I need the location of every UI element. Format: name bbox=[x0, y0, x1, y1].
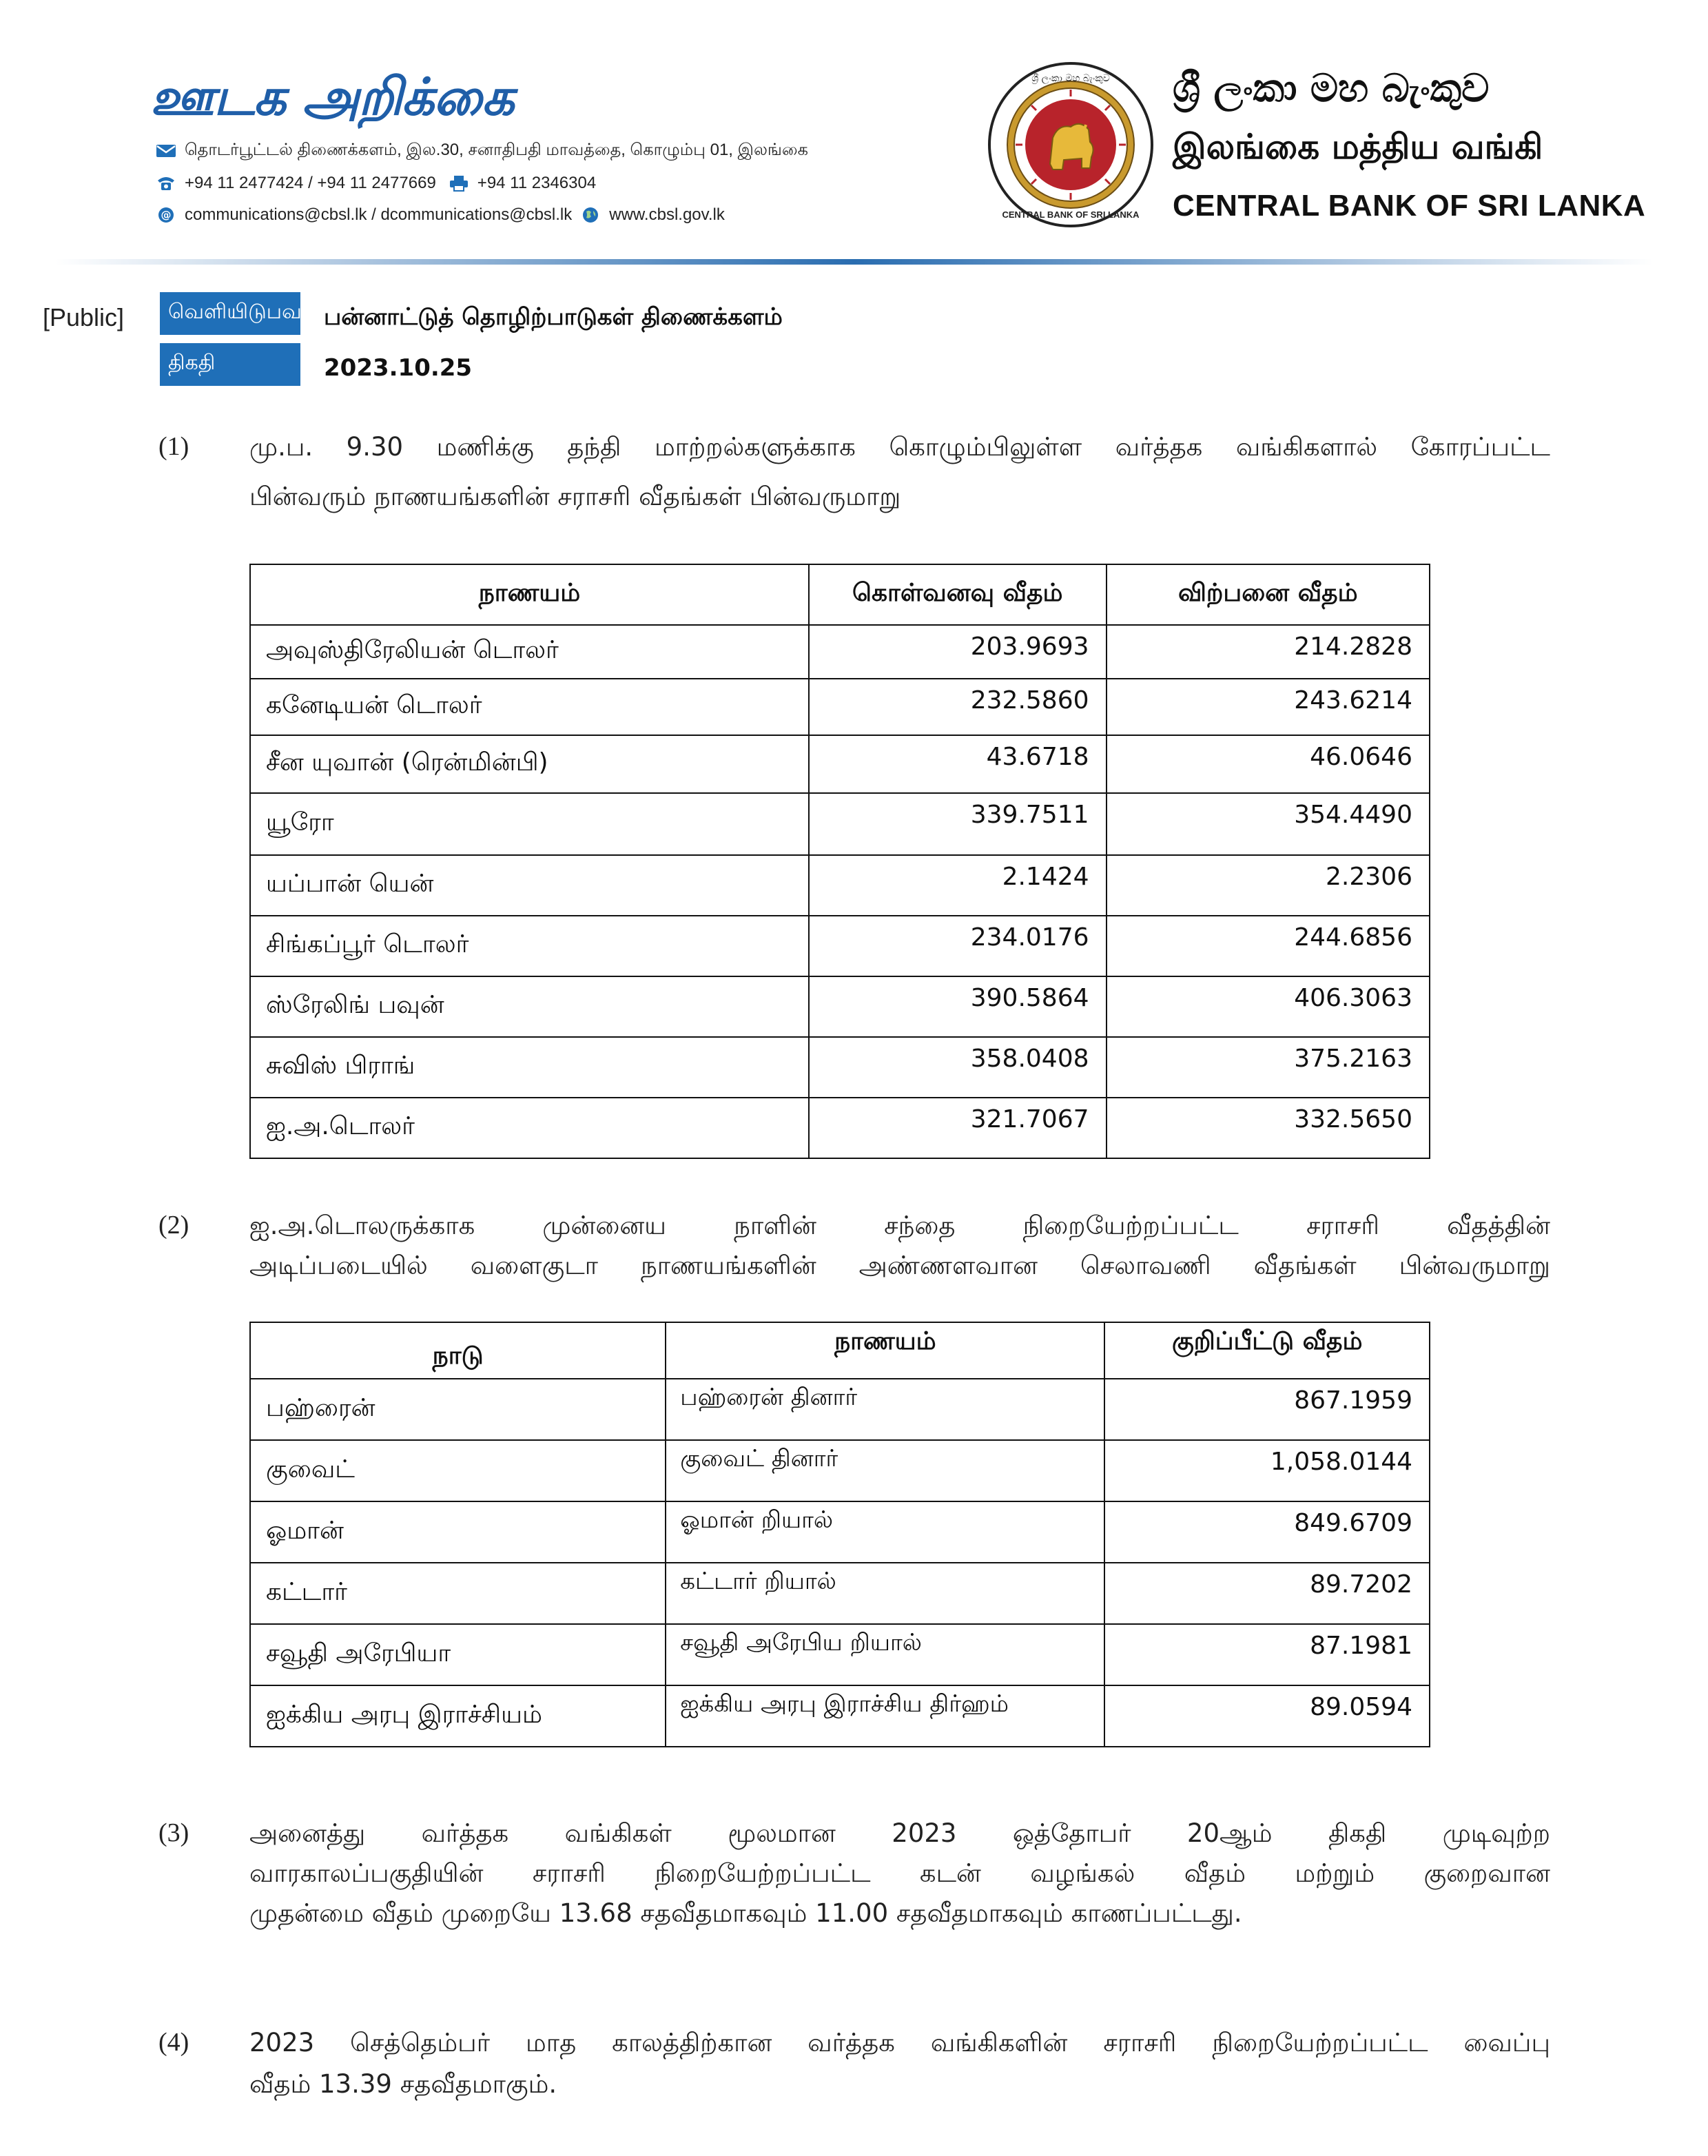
buying-rate: 2.1424 bbox=[809, 855, 1107, 916]
table-row bbox=[250, 625, 1430, 679]
selling-rate: 214.2828 bbox=[1107, 625, 1430, 679]
table-row bbox=[250, 1098, 1430, 1158]
column-header: குறிப்பீட்டு வீதம் bbox=[1104, 1322, 1430, 1379]
country-name: ஓமான் bbox=[250, 1501, 666, 1563]
table-row bbox=[250, 976, 1430, 1037]
country-name: குவைட் bbox=[250, 1440, 666, 1501]
currency-name: அவுஸ்திரேலியன் டொலர் bbox=[250, 625, 809, 679]
section-2-line-1: ஐ.அ.டொலருக்காக முன்னைய நாளின் சந்தை நிறையேற்றப்பட்ட சராசரி வீதத்தின் bbox=[249, 1211, 1550, 1240]
section-1-number: (1) bbox=[158, 432, 189, 461]
fax-icon bbox=[449, 175, 469, 192]
indicative-rate: 87.1981 bbox=[1104, 1624, 1430, 1685]
section-2-number: (2) bbox=[158, 1211, 189, 1240]
media-release-title: ஊடக அறிக்கை bbox=[150, 68, 514, 127]
buying-rate: 234.0176 bbox=[809, 916, 1107, 976]
bank-name-tamil: இலங்கை மத்திய வங்கி bbox=[1173, 127, 1543, 167]
section-3-line-3: முதன்மை வீதம் முறையே 13.68 சதவீதமாகவும் 11.00 சதவீதமாகவும் காணப்பட்டது. bbox=[249, 1898, 1242, 1928]
country-name: சவூதி அரேபியா bbox=[250, 1624, 666, 1685]
country-name: கட்டார் bbox=[250, 1563, 666, 1624]
table-row bbox=[250, 1624, 1430, 1685]
section-4-line-2: வீதம் 13.39 சதவீதமாகும். bbox=[249, 2069, 557, 2099]
seal-text: CENTRAL BANK OF SRI LANKA bbox=[1002, 209, 1140, 220]
selling-rate: 2.2306 bbox=[1107, 855, 1430, 916]
currency-name: ஓமான் றியால் bbox=[666, 1501, 1104, 1563]
bank-name-english: CENTRAL BANK OF SRI LANKA bbox=[1173, 189, 1646, 223]
table-row bbox=[250, 1440, 1430, 1501]
section-3-number: (3) bbox=[158, 1818, 189, 1847]
globe-icon bbox=[580, 207, 601, 223]
section-4-number: (4) bbox=[158, 2028, 189, 2057]
selling-rate: 243.6214 bbox=[1107, 679, 1430, 735]
address-line bbox=[156, 141, 808, 161]
currency-name: சவூதி அரேபிய றியால் bbox=[666, 1624, 1104, 1685]
indicative-rate: 89.7202 bbox=[1104, 1563, 1430, 1624]
phone-numbers: +94 11 2477424 / +94 11 2477669 bbox=[185, 174, 436, 192]
table-row bbox=[250, 1037, 1430, 1098]
section-1-line-1: மு.ப. 9.30 மணிக்கு தந்தி மாற்றல்களுக்காக கொழும்பிலுள்ள வர்த்தக வங்கிகளால் கோரப்பட்ட bbox=[249, 432, 1550, 462]
selling-rate: 375.2163 bbox=[1107, 1037, 1430, 1098]
website-link[interactable]: www.cbsl.gov.lk bbox=[609, 205, 725, 224]
buying-rate: 43.6718 bbox=[809, 735, 1107, 793]
selling-rate: 244.6856 bbox=[1107, 916, 1430, 976]
country-name: ஐக்கிய அரபு இராச்சியம் bbox=[250, 1685, 666, 1747]
table-header-row bbox=[250, 564, 1430, 625]
date-value: 2023.10.25 bbox=[324, 354, 473, 382]
currency-name: யப்பான் யென் bbox=[250, 855, 809, 916]
column-header: நாணயம் bbox=[250, 564, 809, 625]
phone-line bbox=[156, 174, 596, 193]
email-addresses[interactable]: communications@cbsl.lk / dcommunications@cbsl.lk bbox=[185, 205, 573, 224]
column-header: கொள்வனவு வீதம் bbox=[809, 564, 1107, 625]
buying-rate: 232.5860 bbox=[809, 679, 1107, 735]
issuer-label: வெளியிடுபவர் bbox=[160, 292, 300, 335]
country-name: பஹ்ரைன் bbox=[250, 1379, 666, 1440]
classification-tag: [Public] bbox=[43, 303, 125, 331]
section-4-line-1: 2023 செத்தெம்பர் மாத காலத்திற்கான வர்த்தக வங்கிகளின் சராசரி நிறையேற்றப்பட்ட வைப்பு bbox=[249, 2028, 1550, 2057]
table-row bbox=[250, 1563, 1430, 1624]
selling-rate: 332.5650 bbox=[1107, 1098, 1430, 1158]
selling-rate: 46.0646 bbox=[1107, 735, 1430, 793]
cbsl-seal-logo bbox=[987, 61, 1155, 229]
indicative-rate: 89.0594 bbox=[1104, 1685, 1430, 1747]
indicative-rate: 867.1959 bbox=[1104, 1379, 1430, 1440]
currency-name: ஐக்கிய அரபு இராச்சிய திர்ஹம் bbox=[666, 1685, 1104, 1747]
currency-name: ஐ.அ.டொலர் bbox=[250, 1098, 809, 1158]
column-header: விற்பனை வீதம் bbox=[1107, 564, 1430, 625]
table-row bbox=[250, 855, 1430, 916]
selling-rate: 354.4490 bbox=[1107, 793, 1430, 855]
indicative-rate: 849.6709 bbox=[1104, 1501, 1430, 1563]
svg-text:@: @ bbox=[161, 209, 172, 221]
buying-rate: 390.5864 bbox=[809, 976, 1107, 1037]
bank-name-sinhala: ශ්‍රී ලංකා මහ බැංකුව bbox=[1173, 66, 1490, 111]
currency-name: கட்டார் றியால் bbox=[666, 1563, 1104, 1624]
section-1-line-2: பின்வரும் நாணயங்களின் சராசரி வீதங்கள் பின்வருமாறு bbox=[249, 482, 901, 511]
table-row bbox=[250, 793, 1430, 855]
mail-icon bbox=[156, 143, 176, 159]
column-header: நாடு bbox=[250, 1322, 666, 1379]
table-row bbox=[250, 916, 1430, 976]
currency-name: கனேடியன் டொலர் bbox=[250, 679, 809, 735]
buying-rate: 321.7067 bbox=[809, 1098, 1107, 1158]
column-header: நாணயம் bbox=[666, 1322, 1104, 1379]
buying-rate: 339.7511 bbox=[809, 793, 1107, 855]
currency-name: சுவிஸ் பிராங் bbox=[250, 1037, 809, 1098]
email-line bbox=[156, 205, 725, 225]
svg-text:ශ්‍රී ලංකා මහ බැංකුව: ශ්‍රී ලංකා මහ බැංකුව bbox=[1031, 73, 1110, 84]
issuer-value: பன்னாட்டுத் தொழிற்பாடுகள் திணைக்களம் bbox=[324, 303, 783, 331]
header-divider bbox=[55, 259, 1654, 265]
date-label: திகதி bbox=[160, 343, 300, 386]
table-row bbox=[250, 735, 1430, 793]
currency-name: சீன யுவான் (ரென்மின்பி) bbox=[250, 735, 809, 793]
at-icon bbox=[156, 207, 176, 223]
buying-rate: 203.9693 bbox=[809, 625, 1107, 679]
table-row bbox=[250, 1685, 1430, 1747]
exchange-rates-table bbox=[249, 564, 1430, 1159]
currency-name: சிங்கப்பூர் டொலர் bbox=[250, 916, 809, 976]
currency-name: பஹ்ரைன் தினார் bbox=[666, 1379, 1104, 1440]
currency-name: குவைட் தினார் bbox=[666, 1440, 1104, 1501]
currency-name: யூரோ bbox=[250, 793, 809, 855]
address-text: தொடர்பூட்டல் திணைக்களம், இல.30, சனாதிபதி மாவத்தை, கொழும்பு 01, இலங்கை bbox=[185, 141, 808, 159]
currency-name: ஸ்ரேலிங் பவுன் bbox=[250, 976, 809, 1037]
indicative-rate: 1,058.0144 bbox=[1104, 1440, 1430, 1501]
section-3-line-2: வாரகாலப்பகுதியின் சராசரி நிறையேற்றப்பட்ட கடன் வழங்கல் வீதம் மற்றும் குறைவான bbox=[249, 1858, 1550, 1888]
buying-rate: 358.0408 bbox=[809, 1037, 1107, 1098]
table-row bbox=[250, 1379, 1430, 1440]
table-row bbox=[250, 679, 1430, 735]
phone-icon bbox=[156, 175, 176, 192]
section-2-line-2: அடிப்படையில் வளைகுடா நாணயங்களின் அண்ணளவான செலாவணி வீதங்கள் பின்வருமாறு bbox=[249, 1251, 1550, 1280]
selling-rate: 406.3063 bbox=[1107, 976, 1430, 1037]
fax-number: +94 11 2346304 bbox=[477, 174, 597, 192]
gulf-rates-table bbox=[249, 1322, 1430, 1747]
section-3-line-1: அனைத்து வர்த்தக வங்கிகள் மூலமான 2023 ஒத்தோபர் 20ஆம் திகதி முடிவுற்ற bbox=[249, 1818, 1550, 1848]
table-header-row bbox=[250, 1322, 1430, 1379]
table-row bbox=[250, 1501, 1430, 1563]
